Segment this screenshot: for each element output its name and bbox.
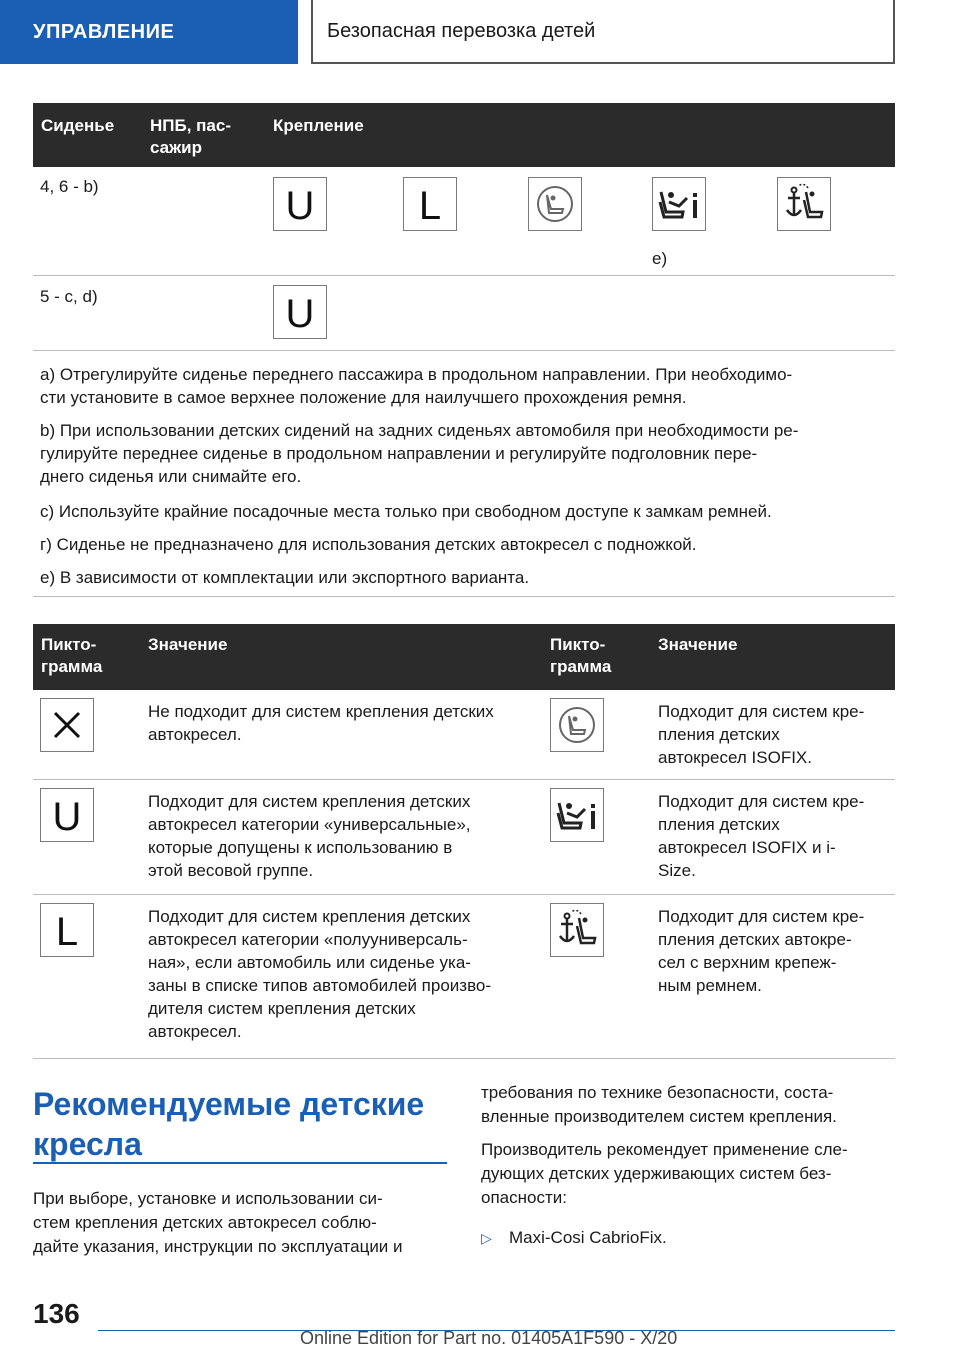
col-picto-line1: Пикто- — [41, 635, 97, 654]
meaning-line: Не подходит для систем крепления детских — [148, 702, 494, 721]
table1-row1-seat: 4, 6 - b) — [40, 177, 99, 196]
text-line: При выборе, установке и использовании си- — [33, 1189, 383, 1208]
col-picto-line1: Пикто- — [550, 635, 606, 654]
section-title-line1: Рекомендуемые детские — [33, 1086, 425, 1122]
section-left-text — [33, 1187, 453, 1259]
section-right-text — [481, 1081, 895, 1210]
L-letter: L — [55, 910, 79, 954]
table1-row2-seat: 5 - c, d) — [40, 287, 98, 306]
not-suitable-icon — [40, 698, 94, 752]
meaning-line: заны в списке типов автомобилей произво- — [148, 976, 492, 995]
meaning-text — [148, 700, 494, 746]
divider — [33, 1058, 895, 1059]
meaning-line: Подходит для систем кре- — [658, 907, 865, 926]
meaning-line: ным ремнем. — [658, 976, 762, 995]
meaning-line: этой весовой группе. — [148, 861, 314, 880]
meaning-text — [658, 905, 864, 997]
col-picto-line2: грамма — [41, 657, 103, 676]
U-letter: U — [285, 184, 315, 228]
note-line: г) Сиденье не предназначено для использования детских автокресел с подножкой. — [40, 535, 697, 554]
meaning-line: Подходит для систем крепления детских — [148, 792, 471, 811]
col-picto-right — [550, 634, 611, 678]
section-title-line2: кресла — [33, 1126, 142, 1162]
section-tab: УПРАВЛЕНИЕ — [0, 0, 298, 64]
meaning-text — [658, 700, 864, 769]
triangle-bullet-icon: ▷ — [481, 1230, 492, 1246]
col-airbag-line1: НПБ, пас- — [150, 116, 231, 135]
meaning-line: пления детских — [658, 725, 780, 744]
meaning-line: сел с верхним крепеж- — [658, 953, 837, 972]
top-tether-icon — [777, 177, 831, 231]
isofix-icon — [550, 698, 604, 752]
text-line: дайте указания, инструкции по эксплуатации и — [33, 1237, 403, 1256]
col-mount: Крепление — [273, 116, 364, 135]
divider — [33, 596, 895, 597]
text-line: дующих детских удерживающих систем без- — [481, 1164, 832, 1183]
U-letter: U — [285, 292, 315, 336]
isofix-isize-icon — [652, 177, 706, 231]
footer-edition: Online Edition for Part no. 01405A1F590 - X/20 — [300, 1328, 678, 1348]
bullet-item — [481, 1226, 667, 1250]
text-line: вленные производителем систем крепления. — [481, 1107, 837, 1126]
meaning-line: автокресел ISOFIX и i- — [658, 838, 836, 857]
note-line: сти установите в самое верхнее положение для наилучшего прохождения ремня. — [40, 388, 687, 407]
divider — [33, 275, 895, 276]
meaning-line: пления детских автокре- — [658, 930, 852, 949]
meaning-line: которые допущены к использованию в — [148, 838, 453, 857]
note-line: днего сиденья или снимайте его. — [40, 467, 302, 486]
section-title — [33, 1084, 453, 1164]
meaning-line: автокресел. — [148, 725, 242, 744]
meaning-line: Подходит для систем кре- — [658, 792, 865, 811]
top-tether-icon — [550, 903, 604, 957]
divider — [33, 894, 895, 895]
section-title-underline — [33, 1162, 447, 1164]
table2-header — [33, 624, 895, 690]
col-airbag — [150, 115, 231, 159]
table1-header — [33, 103, 895, 167]
meaning-line: автокресел категории «полууниверсаль- — [148, 930, 468, 949]
meaning-line: Size. — [658, 861, 696, 880]
col-airbag-line2: сажир — [150, 138, 203, 157]
L-icon — [40, 903, 94, 957]
bullet-text: Maxi-Cosi CabrioFix. — [509, 1228, 667, 1247]
text-line: требования по технике безопасности, соста- — [481, 1083, 834, 1102]
meaning-text — [148, 905, 491, 1043]
text-line: опасности: — [481, 1188, 567, 1207]
page-number: 136 — [33, 1298, 80, 1329]
col-picto-line2: грамма — [550, 657, 612, 676]
note-line: e) В зависимости от комплектации или экспортного варианта. — [40, 568, 530, 587]
page-header-title: Безопасная перевозка детей — [311, 0, 895, 64]
U-icon — [273, 285, 327, 339]
L-icon — [403, 177, 457, 231]
meaning-line: пления детских — [658, 815, 780, 834]
L-letter: L — [418, 184, 442, 228]
meaning-line: автокресел. — [148, 1022, 242, 1041]
note-line: a) Отрегулируйте сиденье переднего пассажира в продольном направлении. При необходимо- — [40, 365, 793, 384]
col-seat: Сиденье — [41, 116, 115, 135]
divider — [33, 350, 895, 351]
isofix-icon — [528, 177, 582, 231]
isofix-isize-icon — [550, 788, 604, 842]
meaning-line: автокресел категории «универсальные», — [148, 815, 471, 834]
meaning-text — [148, 790, 471, 882]
meaning-text — [658, 790, 864, 882]
U-icon — [273, 177, 327, 231]
meaning-line: дителя систем крепления детских — [148, 999, 416, 1018]
U-icon — [40, 788, 94, 842]
text-line: Производитель рекомендует применение сле- — [481, 1140, 848, 1159]
meaning-line: Подходит для систем крепления детских — [148, 907, 471, 926]
divider — [33, 779, 895, 780]
meaning-line: автокресел ISOFIX. — [658, 748, 812, 767]
meaning-line: Подходит для систем кре- — [658, 702, 865, 721]
meaning-line: ная», если автомобиль или сиденье ука- — [148, 953, 471, 972]
text-line: стем крепления детских автокресел соблю- — [33, 1213, 377, 1232]
col-meaning-left: Значение — [148, 635, 228, 654]
U-letter: U — [52, 795, 82, 839]
table1-row1-note: e) — [652, 249, 668, 268]
col-meaning-right: Значение — [658, 635, 738, 654]
note-line: гулируйте переднее сиденье в продольном направлении и регулируйте подголовник пере- — [40, 444, 758, 463]
note-line: b) При использовании детских сидений на задних сиденьях автомобиля при необходимости ре- — [40, 421, 799, 440]
col-picto-left — [41, 634, 102, 678]
note-line: c) Используйте крайние посадочные места только при свободном доступе к замкам ремней. — [40, 502, 772, 521]
